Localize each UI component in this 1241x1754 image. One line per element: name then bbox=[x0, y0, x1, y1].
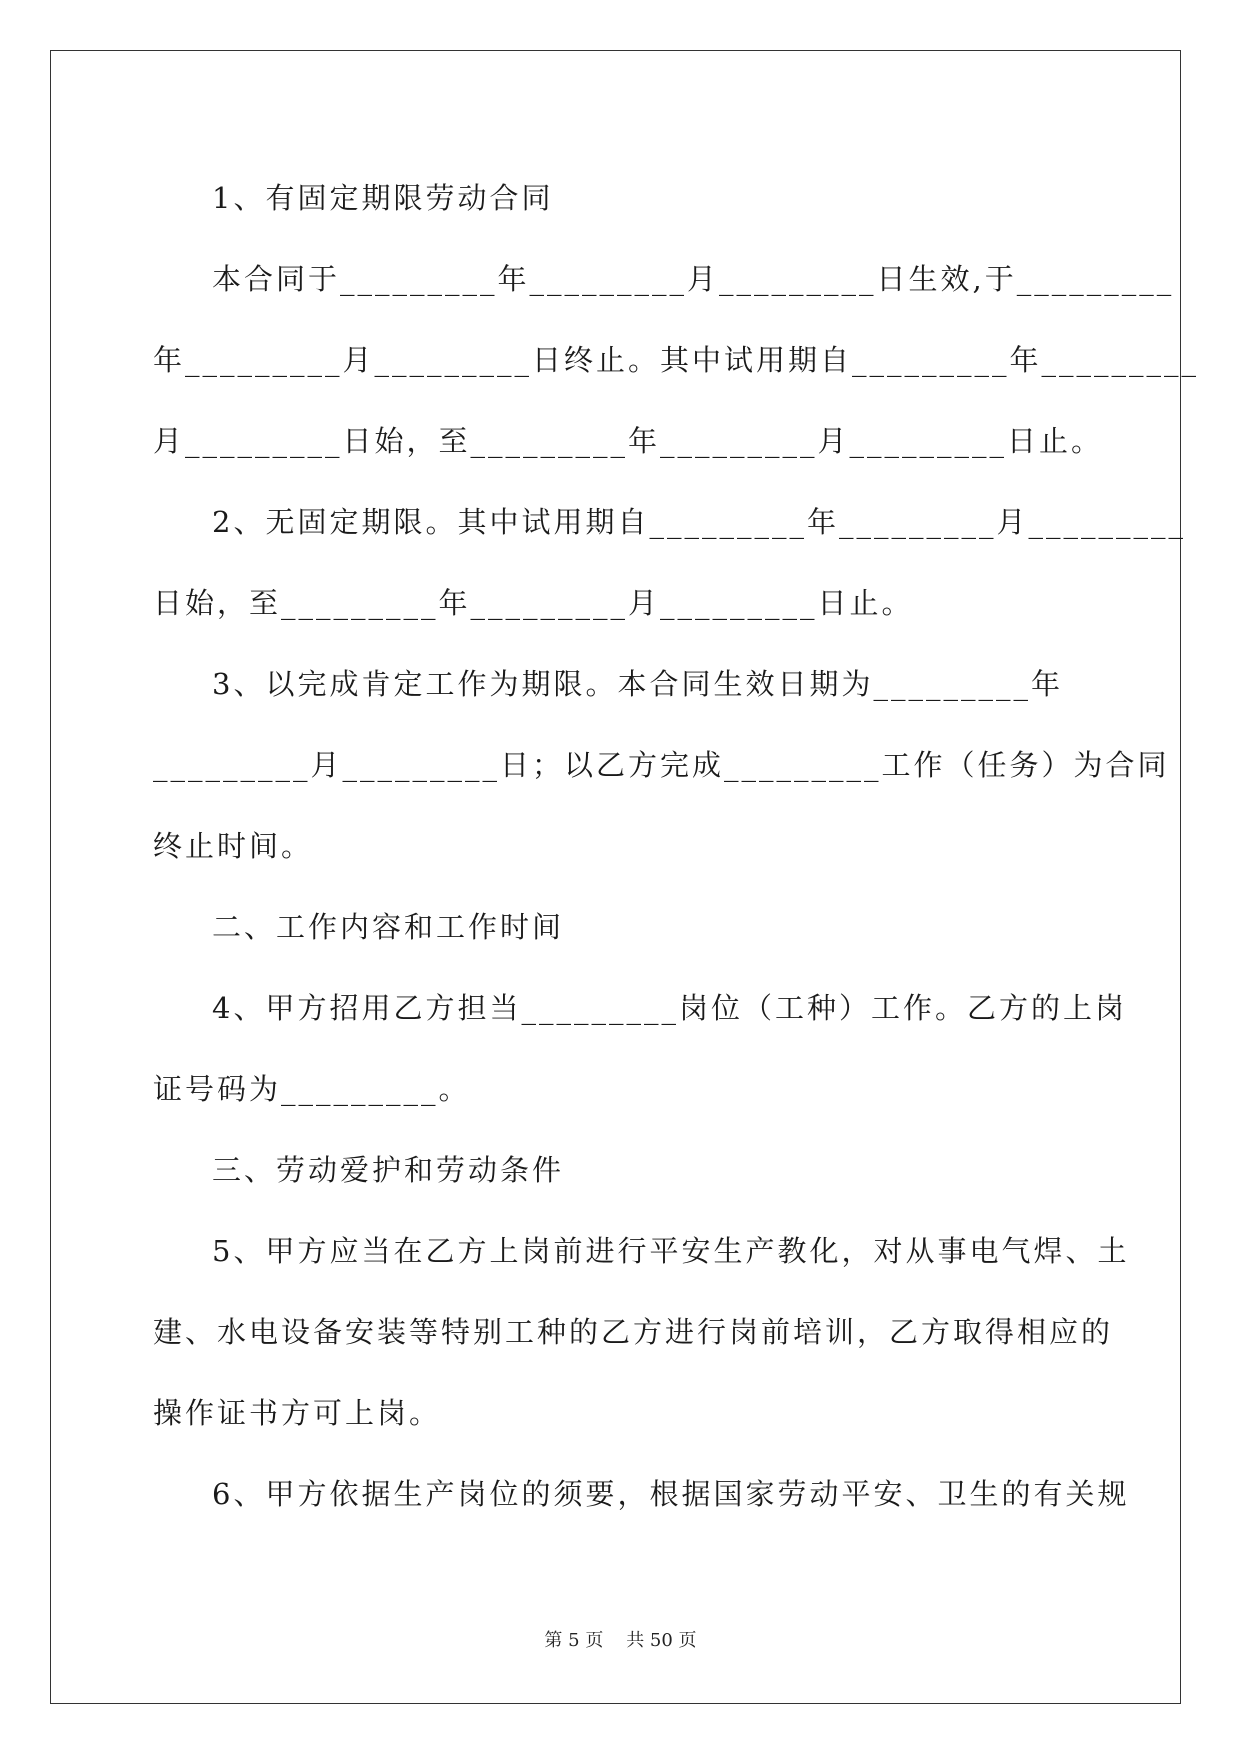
clause-6-text: 6、甲方依据生产岗位的须要，根据国家劳动平安、卫生的有关规 bbox=[212, 1477, 1130, 1511]
clause-5-text: 5、甲方应当在乙方上岗前进行平安生产教化，对从事电气焊、土 bbox=[212, 1234, 1130, 1268]
text-line: 本合同于_________年_________月_________日生效,于_________ bbox=[212, 262, 1175, 296]
text-line: _________月_________日；以乙方完成_________工作（任务）为合同 bbox=[153, 748, 1170, 782]
clause-1-heading: 1、有固定期限劳动合同 bbox=[212, 181, 554, 215]
document-body bbox=[153, 158, 1200, 1535]
page-number-footer: 第 5 页 共 50 页 bbox=[544, 1630, 697, 1651]
text-line: 建、水电设备安装等特别工种的乙方进行岗前培训，乙方取得相应的 bbox=[153, 1315, 1114, 1349]
clause-3-text: 3、以完成肯定工作为期限。本合同生效日期为_________年 bbox=[212, 667, 1063, 701]
text-line: 日始，至_________年_________月_________日止。 bbox=[153, 586, 914, 620]
section-2-heading: 二、工作内容和工作时间 bbox=[212, 910, 565, 944]
clause-2-text: 2、无固定期限。其中试用期自_________年_________月_________ bbox=[212, 505, 1186, 539]
text-line: 月_________日始，至_________年_________月_________日止。 bbox=[153, 424, 1104, 458]
text-line: 操作证书方可上岗。 bbox=[153, 1396, 442, 1430]
text-line: 证号码为_________。 bbox=[153, 1072, 471, 1106]
clause-4-text: 4、甲方招用乙方担当_________岗位（工种）工作。乙方的上岗 bbox=[212, 991, 1127, 1025]
section-3-heading: 三、劳动爱护和劳动条件 bbox=[212, 1153, 565, 1187]
text-line: 年_________月_________日终止。其中试用期自_________年_________ bbox=[153, 343, 1200, 377]
text-line: 终止时间。 bbox=[153, 829, 314, 863]
